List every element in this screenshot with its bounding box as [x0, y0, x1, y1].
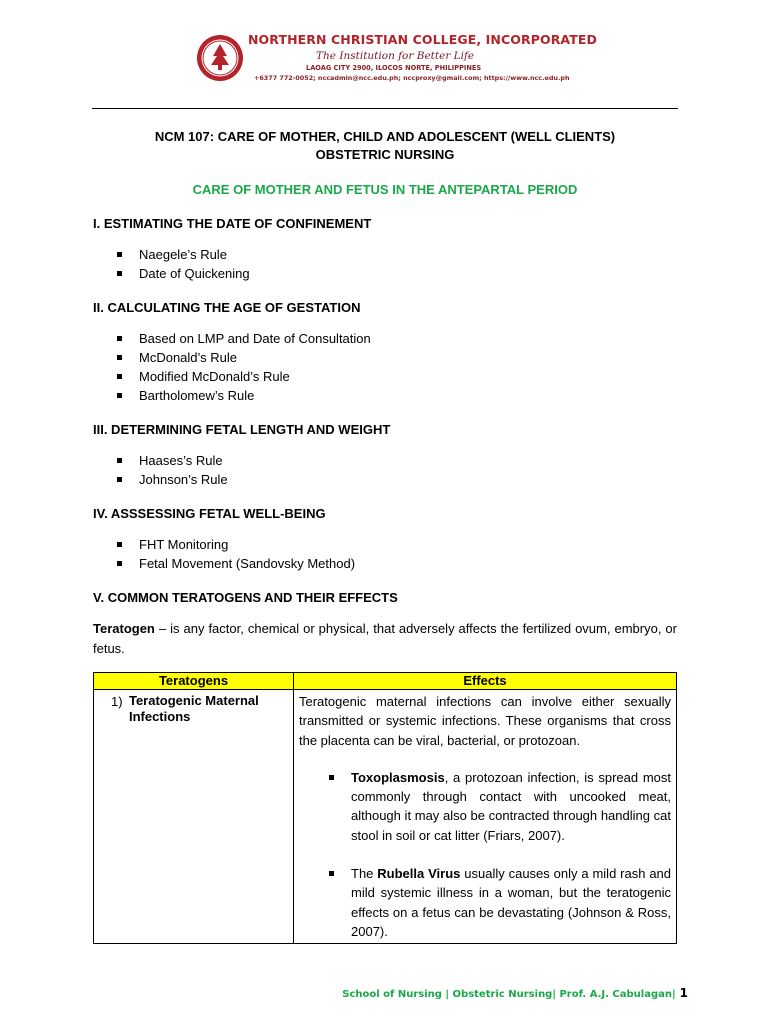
list-item: Modified McDonald’s Rule: [117, 367, 677, 386]
letterhead: [0, 28, 768, 94]
course-title-line-2: OBSTETRIC NURSING: [315, 147, 455, 162]
list-item: Based on LMP and Date of Consultation: [117, 329, 677, 348]
table-row: [94, 690, 677, 944]
section-4-list: [93, 535, 677, 573]
list-item: Haases’s Rule: [117, 451, 677, 470]
table-header-row: [94, 673, 677, 690]
section-1-list: [93, 245, 677, 283]
document-body: [93, 128, 677, 944]
effects-intro: Teratogenic maternal infections can involve either sexually transmitted or systemic infections. These organisms that cross the placenta can be viral, bacterial, or protozoan.: [299, 694, 671, 748]
list-item: The Rubella Virus usually causes only a mild rash and mild systemic illness in a woman, but the teratogenic effects on a fetus can be devastating (Johnson & Ross, 2007).: [329, 864, 671, 941]
effects-list: [299, 768, 671, 941]
teratogen-definition: [93, 619, 677, 658]
section-heading-4: IV. ASSSESSING FETAL WELL-BEING: [93, 506, 326, 521]
section-heading-5: V. COMMON TERATOGENS AND THEIR EFFECTS: [93, 590, 398, 605]
list-item: Naegele’s Rule: [117, 245, 677, 264]
teratogen-name: Teratogenic Maternal Infections: [128, 693, 259, 724]
footer-text: School of Nursing | Obstetric Nursing| Prof. A.J. Cabulagan|: [342, 989, 676, 1000]
teratogens-table: [93, 672, 677, 944]
column-header-teratogens: Teratogens: [94, 673, 294, 690]
page-footer: [342, 986, 688, 1000]
definition-term: Teratogen: [93, 621, 155, 636]
college-contact: +6377 772-0052; nccadmin@ncc.edu.ph; nccproxy@gmail.com; https://www.ncc.edu.ph: [254, 74, 570, 82]
section-heading-3: III. DETERMINING FETAL LENGTH AND WEIGHT: [93, 422, 391, 437]
list-item: Toxoplasmosis, a protozoan infection, is spread most commonly through contact with uncooked meat, although it may also be contracted through handling cat stool in soil or cat litter (Friars, 2007).: [329, 768, 671, 845]
rubella-term: Rubella Virus: [377, 866, 461, 882]
college-seal-icon: [196, 34, 244, 82]
effects-cell: [294, 690, 677, 944]
college-name: NORTHERN CHRISTIAN COLLEGE, INCORPORATED: [248, 32, 597, 47]
toxoplasmosis-term: Toxoplasmosis: [351, 769, 445, 785]
college-motto: The Institution for Better Life: [316, 50, 475, 62]
section-3-list: [93, 451, 677, 489]
course-title: [93, 128, 677, 164]
course-title-line-1: NCM 107: CARE OF MOTHER, CHILD AND ADOLESCENT (WELL CLIENTS): [154, 129, 616, 144]
list-item: Johnson’s Rule: [117, 470, 677, 489]
column-header-effects: Effects: [294, 673, 677, 690]
list-item: Bartholomew’s Rule: [117, 386, 677, 405]
section-heading-1: I. ESTIMATING THE DATE OF CONFINEMENT: [93, 216, 372, 231]
definition-text: – is any factor, chemical or physical, that adversely affects the fertilized ovum, embryo, or fetus.: [93, 621, 677, 656]
list-item: McDonald’s Rule: [117, 348, 677, 367]
list-item: FHT Monitoring: [117, 535, 677, 554]
topic-subtitle: CARE OF MOTHER AND FETUS IN THE ANTEPARTAL PERIOD: [192, 182, 578, 197]
page-number: 1: [679, 986, 688, 1000]
header-divider: [92, 108, 678, 109]
list-item: Fetal Movement (Sandovsky Method): [117, 554, 677, 573]
college-address: LAOAG CITY 2900, ILOCOS NORTE, PHILIPPINES: [306, 64, 482, 72]
list-item: Date of Quickening: [117, 264, 677, 283]
section-heading-2: II. CALCULATING THE AGE OF GESTATION: [93, 300, 361, 315]
teratogen-cell: [94, 690, 294, 944]
section-2-list: [93, 329, 677, 405]
row-number: 1): [111, 694, 123, 709]
